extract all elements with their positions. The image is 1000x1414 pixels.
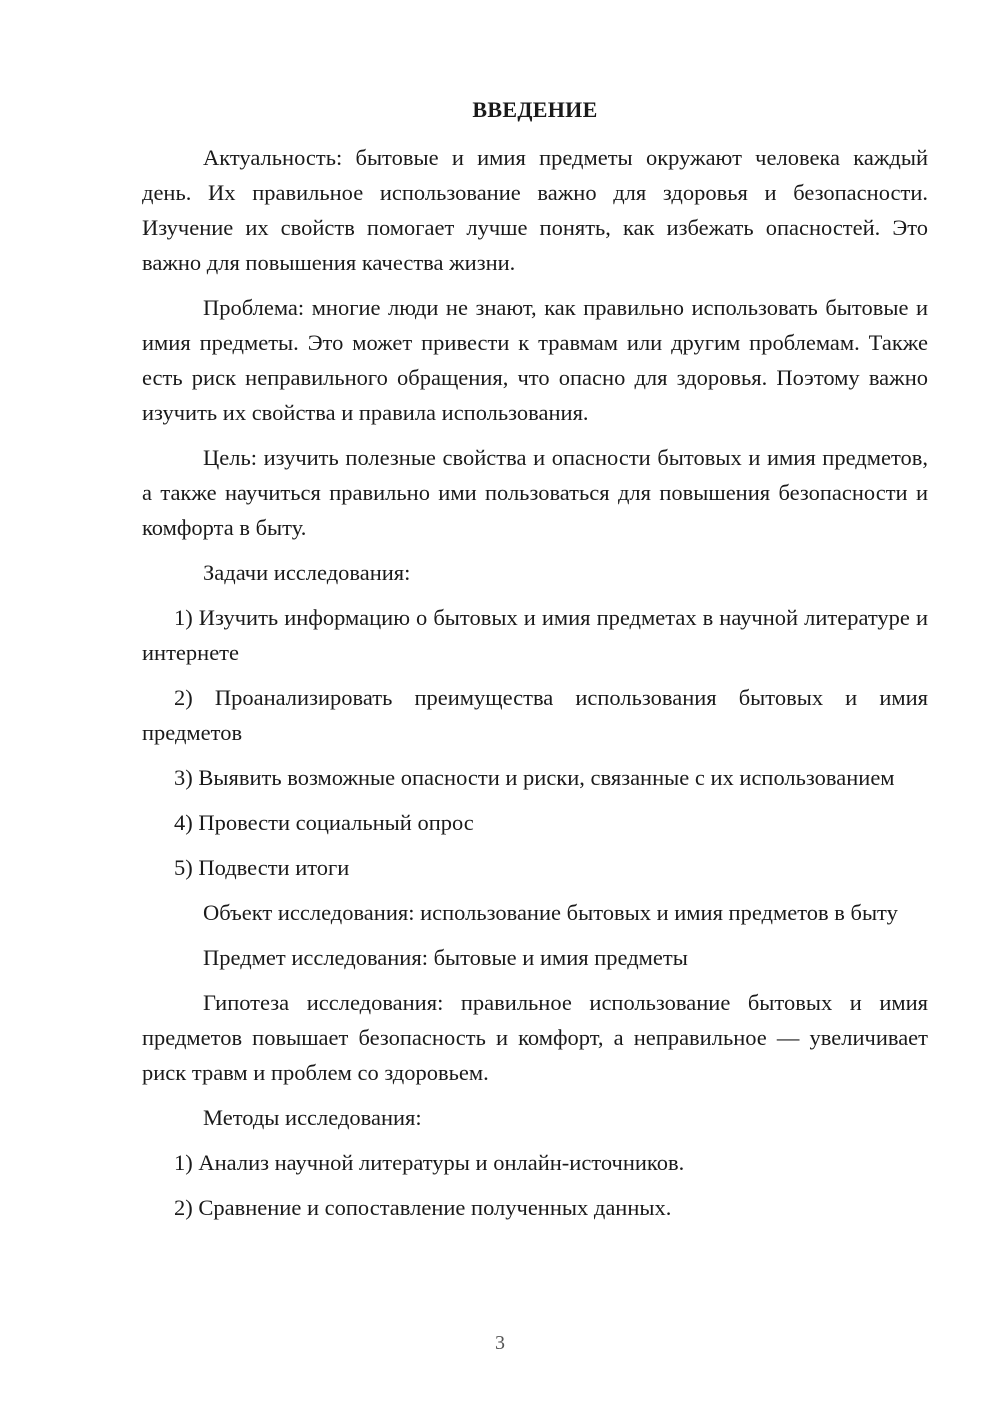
tasks-label: Задачи исследования:: [203, 560, 411, 585]
hypothesis-paragraph: Гипотеза исследования: правильное использование бытовых и имия предметов повышает безопасность и комфорт, а неправильное — увеличивает риск травм и проблем со здоровьем.: [142, 990, 928, 1085]
relevance-paragraph: Актуальность: бытовые и имия предметы окружают человека каждый день. Их правильное использование важно для здоровья и безопасности. Изучение их свойств помогает лучше понять, как избежать опасностей. Это важно для повышения качества жизни.: [142, 145, 928, 275]
page-number: 3: [495, 1332, 505, 1354]
task-item: 5) Подвести итоги: [174, 855, 350, 880]
subject-paragraph: Предмет исследования: бытовые и имия предметы: [203, 945, 688, 970]
task-item: 4) Провести социальный опрос: [174, 810, 474, 835]
methods-label: Методы исследования:: [203, 1105, 422, 1130]
task-item: 2) Проанализировать преимущества использования бытовых и имия предметов: [142, 685, 928, 745]
document-page: [142, 95, 928, 1235]
method-item: 2) Сравнение и сопоставление полученных данных.: [174, 1195, 672, 1220]
page-title: ВВЕДЕНИЕ: [472, 97, 598, 122]
task-item: 3) Выявить возможные опасности и риски, связанные с их использованием: [174, 765, 895, 790]
object-paragraph: Объект исследования: использование бытовых и имия предметов в быту: [203, 900, 898, 925]
method-item: 1) Анализ научной литературы и онлайн-источников.: [174, 1150, 685, 1175]
task-item: 1) Изучить информацию о бытовых и имия предметах в научной литературе и интернете: [142, 605, 928, 665]
goal-paragraph: Цель: изучить полезные свойства и опасности бытовых и имия предметов, а также научиться правильно ими пользоваться для повышения безопасности и комфорта в быту.: [142, 445, 928, 540]
problem-paragraph: Проблема: многие люди не знают, как правильно использовать бытовые и имия предметы. Это может привести к травмам или другим проблемам. Также есть риск неправильного обращения, что опасно для здоровья. Поэтому важно изучить их свойства и правила использования.: [142, 295, 928, 425]
